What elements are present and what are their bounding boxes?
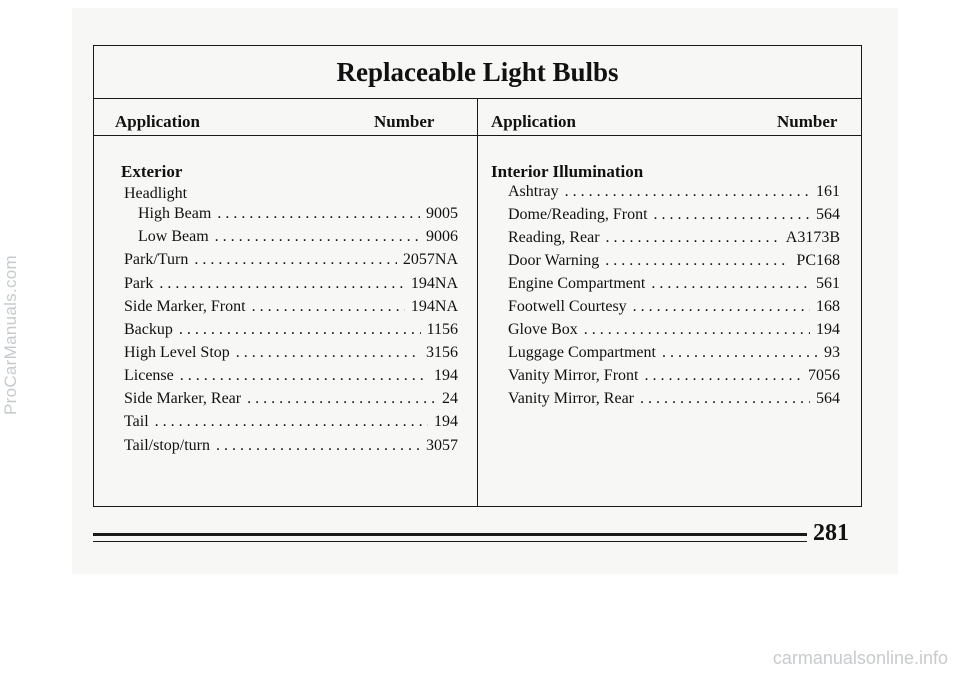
- list-item: Dome/Reading, Front . . . 564: [508, 204, 840, 226]
- page-number: 281: [813, 520, 849, 546]
- list-item: Footwell Courtesy . . . 168: [508, 296, 840, 318]
- side-watermark-text: ProCarManuals.com: [1, 254, 20, 416]
- list-item: Tail . . . 194: [124, 411, 458, 433]
- left-number-header: Number: [374, 112, 435, 131]
- column-divider: [477, 98, 478, 507]
- list-item: Backup . . . 1156: [124, 319, 458, 341]
- table-title: Replaceable Light Bulbs: [94, 46, 861, 99]
- list-item: High Beam . . . 9005: [138, 203, 458, 225]
- exterior-heading: Exterior: [121, 162, 183, 181]
- footer-rule-thin: [93, 541, 807, 542]
- list-item: Side Marker, Front . . . 194NA: [124, 296, 458, 318]
- list-item: Low Beam . . . 9006: [138, 226, 458, 248]
- list-item: Luggage Compartment . . . 93: [508, 342, 840, 364]
- list-item: Tail/stop/turn . . . 3057: [124, 435, 458, 457]
- bulb-table: [93, 45, 862, 507]
- list-item: Engine Compartment . . . 561: [508, 273, 840, 295]
- list-item: High Level Stop . . . 3156: [124, 342, 458, 364]
- list-item: Park/Turn . . . 2057NA: [124, 249, 458, 271]
- list-item: Door Warning . . . PC168: [508, 250, 840, 272]
- headlight-subheading: Headlight: [124, 185, 188, 202]
- list-item: Side Marker, Rear . . . 24: [124, 388, 458, 410]
- list-item: Vanity Mirror, Front . . . 7056: [508, 365, 840, 387]
- footer-rule-thick: [93, 533, 807, 536]
- footer-watermark: carmanualsonline.info: [772, 648, 948, 668]
- side-watermark: [0, 120, 22, 550]
- list-item: Vanity Mirror, Rear . . . 564: [508, 388, 840, 410]
- interior-heading: Interior Illumination: [491, 162, 644, 181]
- list-item: Glove Box . . . 194: [508, 319, 840, 341]
- right-application-header: Application: [491, 112, 577, 131]
- right-number-header: Number: [777, 112, 838, 131]
- list-item: Park . . . 194NA: [124, 273, 458, 295]
- list-item: License . . . 194: [124, 365, 458, 387]
- header-divider: [94, 135, 861, 136]
- list-item: Reading, Rear . . . A3173B: [508, 227, 840, 249]
- left-application-header: Application: [115, 112, 201, 131]
- list-item: Ashtray . . . 161: [508, 181, 840, 203]
